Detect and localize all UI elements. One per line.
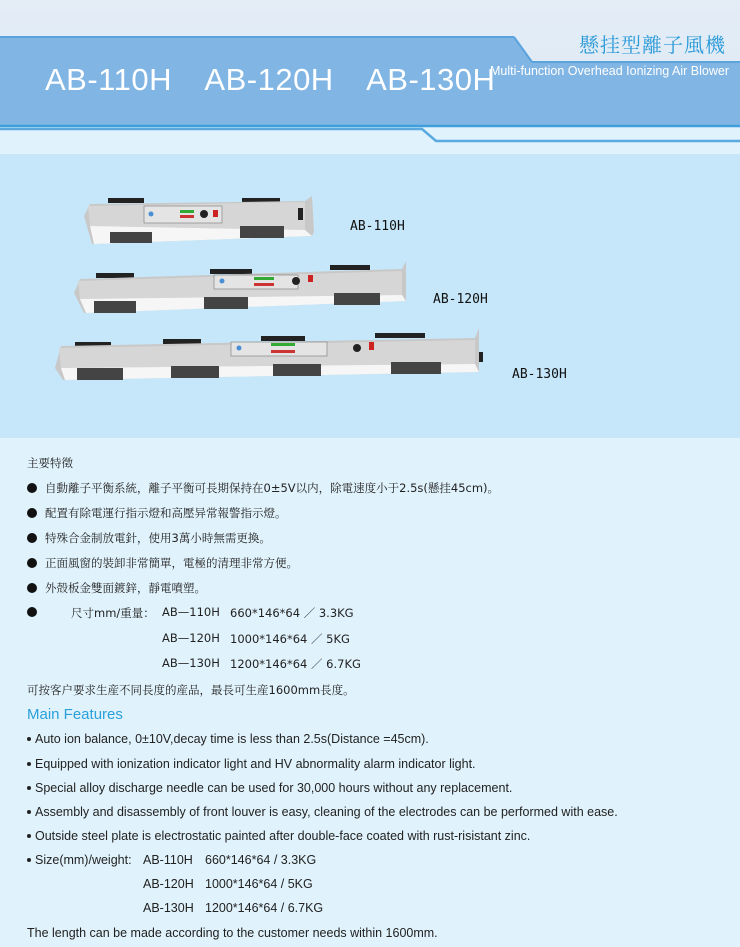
bullet-icon [27,810,31,814]
cn-feature-item: 外殻板金雙面鍍鋅，靜電噴塑。 [27,580,206,596]
en-size-spec: 660*146*64 / 3.3KG [205,853,317,867]
cn-feature-item: 特殊合金制放電針，使用3萬小時無需更換。 [27,530,271,546]
cn-size-spec: 1200*146*64 ／ 6.7KG [230,657,361,671]
en-size-model: AB-130H [143,901,194,915]
cn-size-model: AB—120H [162,631,220,645]
bullet-icon [27,558,37,568]
cn-feature-item: 自動離子平衡系統，離子平衡可長期保持在0±5V以内，除電速度小于2.5s(懸挂45cm)。 [27,480,499,496]
product-label-ab-110h: AB-110H [350,219,405,234]
cn-size-spec: 1000*146*64 ／ 5KG [230,632,350,646]
model-title-120: AB-120H [204,62,334,97]
bullet-icon [27,762,31,766]
bullet-icon [27,533,37,543]
product-label-ab-120h: AB-120H [433,292,488,307]
en-feature-item: Equipped with ionization indicator light and HV abnormality alarm indicator light. [27,757,476,771]
cn-size-model: AB—130H [162,656,220,670]
cn-size-label: 尺寸mm/重量： [71,606,155,620]
cn-size-spec: 660*146*64 ／ 3.3KG [230,606,354,620]
en-size-row: Size(mm)/weight: [27,853,132,867]
product-image-ab-110h [80,196,320,248]
en-size-spec: 1200*146*64 / 6.7KG [205,901,324,915]
en-feature-item: Special alloy discharge needle can be used for 30,000 hours without any replacement. [27,781,512,795]
bullet-icon [27,583,37,593]
cn-feature-item: 正面風窗的裝卸非常簡單，電極的清理非常方便。 [27,555,298,571]
en-length-note: The length can be made according to the customer needs within 1600mm. [27,926,438,940]
product-image-ab-120h [72,259,412,317]
en-size-model: AB-120H [143,877,194,891]
bullet-icon [27,508,37,518]
cn-size-model: AB—110H [162,605,220,619]
model-title-130: AB-130H [366,62,496,97]
bullet-icon [27,786,31,790]
product-label-ab-130h: AB-130H [512,367,567,382]
cn-size-row [27,605,45,619]
cn-product-title: 懸挂型離子風機 [579,33,726,57]
bullet-icon [27,737,31,741]
en-feature-item: Auto ion balance, 0±10V,decay time is less than 2.5s(Distance =45cm). [27,732,429,746]
bullet-icon [27,858,31,862]
bullet-icon [27,483,37,493]
models-title [45,62,495,98]
en-product-subtitle: Multi-function Overhead Ionizing Air Blower [489,64,729,78]
main-features-heading: Main Features [27,706,123,723]
cn-length-note: 可按客户要求生産不同長度的産品，最長可生産1600mm長度。 [27,683,355,697]
en-feature-item: Outside steel plate is electrostatic painted after double-face coated with rust-risistant zinc. [27,829,530,843]
bullet-icon [27,607,37,617]
cn-features-heading: 主要特徵 [27,456,73,470]
model-title-110: AB-110H [45,62,172,97]
en-feature-item: Assembly and disassembly of front louver is easy, cleaning of the electrodes can be performed with ease. [27,805,618,819]
en-size-spec: 1000*146*64 / 5KG [205,877,313,891]
product-image-ab-130h [55,328,485,386]
en-size-model: AB-110H [143,853,193,867]
bullet-icon [27,834,31,838]
cn-feature-item: 配置有除電運行指示燈和高壓异常報警指示燈。 [27,505,287,521]
